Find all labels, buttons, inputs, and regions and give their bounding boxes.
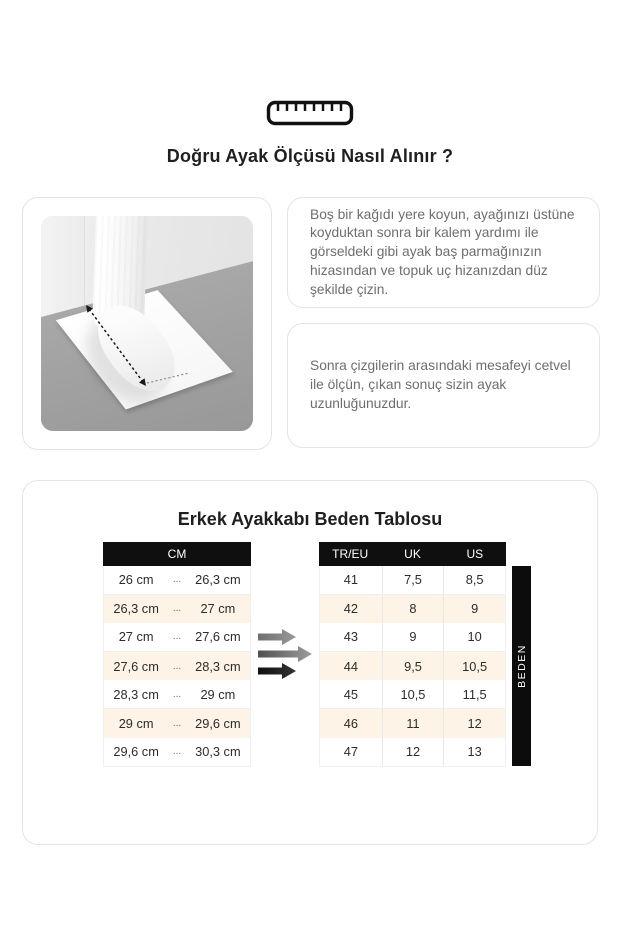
table-row: 26,3 cm ... 27 cm: [104, 595, 250, 624]
column-header-us: US: [466, 547, 484, 561]
cm-table: [103, 542, 251, 767]
measurement-arrow: [41, 216, 253, 431]
size-chart-card: [22, 480, 598, 845]
table-row: 45 10,5 11,5: [320, 680, 505, 709]
table-row: 26 cm ... 26,3 cm: [104, 566, 250, 595]
table-row: 27,6 cm ... 28,3 cm: [104, 652, 250, 681]
table-row: 29,6 cm ... 30,3 cm: [104, 738, 250, 767]
table-row: 44 9,5 10,5: [320, 652, 505, 681]
instruction-step-2: [287, 323, 600, 448]
table-row: 43 9 10: [320, 623, 505, 652]
instruction-step-1: [287, 197, 600, 308]
table-row: 28,3 cm ... 29 cm: [104, 680, 250, 709]
size-conversion-table: [319, 542, 506, 767]
size-axis-label: BEDEN: [512, 566, 531, 766]
cm-table-header: CM: [103, 542, 251, 566]
table-row: 41 7,5 8,5: [320, 566, 505, 595]
table-row: 29 cm ... 29,6 cm: [104, 709, 250, 738]
instruction-step-1-text: Boş bir kağıdı yere koyun, ayağınızı üstüne koyduktan sonra bir kalem yardımı ile görseldeki gibi ayak baş parmağınızın hizasından ve topuk uç hizanızdan düz şekilde çizin.: [310, 206, 575, 297]
ruler-icon: [0, 100, 620, 132]
convert-arrows-icon: [256, 627, 312, 679]
size-table-header: [319, 542, 506, 566]
table-row: 46 11 12: [320, 709, 505, 738]
page-title: Doğru Ayak Ölçüsü Nasıl Alınır ?: [166, 146, 454, 166]
table-row: 42 8 9: [320, 595, 505, 624]
size-chart-title: Erkek Ayakkabı Beden Tablosu: [177, 509, 443, 529]
column-header-tr-eu: TR/EU: [332, 547, 369, 561]
measurement-photo-card: [22, 197, 272, 450]
table-row: 47 12 13: [320, 738, 505, 767]
foot-measurement-image: [41, 216, 253, 431]
column-header-uk: UK: [404, 547, 421, 561]
instruction-step-2-text: Sonra çizgilerin arasındaki mesafeyi cetvel ile ölçün, çıkan sonuç sizin ayak uzunluğunuzdur.: [310, 358, 571, 411]
table-row: 27 cm ... 27,6 cm: [104, 623, 250, 652]
